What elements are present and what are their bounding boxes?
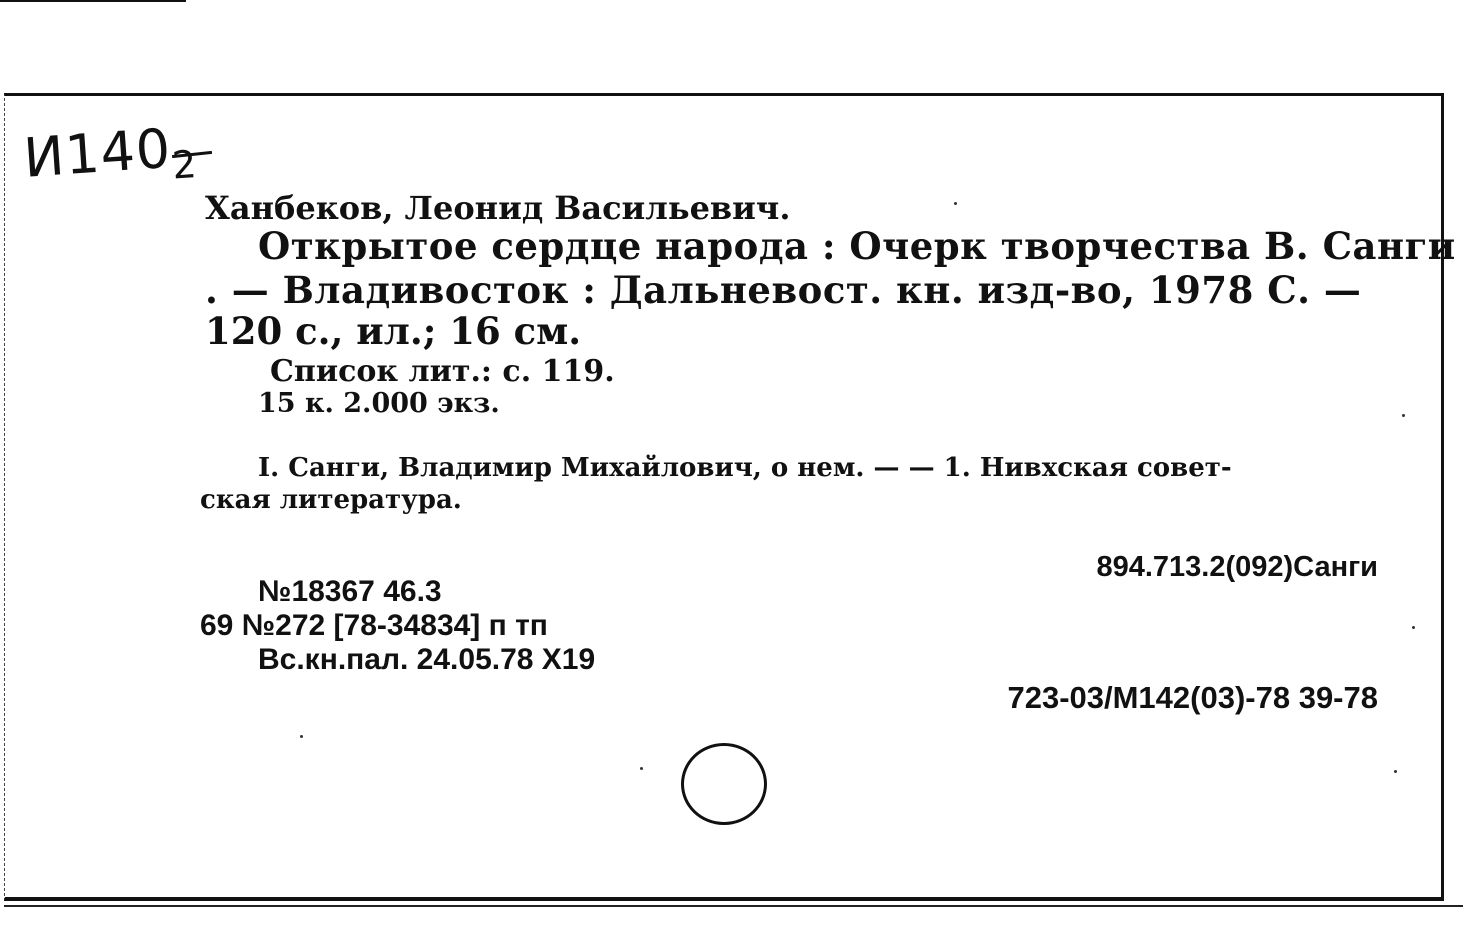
price-note: 15 к. 2.000 экз. — [258, 388, 500, 419]
scan-speck — [300, 735, 303, 738]
scan-speck — [1402, 414, 1405, 417]
classification-number: 894.713.2(092)Санги — [1096, 551, 1378, 583]
print-code: 723-03/М142(03)-78 39-78 — [1007, 680, 1378, 715]
scan-speck — [954, 202, 957, 205]
scan-speck — [1394, 770, 1397, 773]
shelf-mark — [21, 116, 199, 190]
scan-speck — [1412, 626, 1415, 629]
tracings-line-2: ская литература. — [200, 485, 462, 515]
accession-line-2: 69 №272 [78-34834] п тп — [200, 609, 548, 642]
card-punch-hole — [681, 743, 767, 825]
accession-line-3: Вс.кн.пал. 24.05.78 Х19 — [258, 643, 596, 676]
title-line-3: 120 с., ил.; 16 см. — [205, 309, 582, 353]
scan-speck — [640, 767, 643, 770]
tracings-line-1: I. Санги, Владимир Михайлович, о нем. — — 1. Нивхская совет- — [258, 453, 1232, 483]
shelf-mark-main: И140 — [21, 116, 174, 190]
scan-top-edge-line — [0, 0, 186, 2]
author-heading: Ханбеков, Леонид Васильевич. — [205, 189, 791, 227]
bibliography-note: Список лит.: с. 119. — [270, 354, 615, 389]
title-line-2: . — Владивосток : Дальневост. кн. изд-во, 1978 С. — — [205, 268, 1362, 312]
accession-line-1: №18367 46.3 — [258, 575, 442, 608]
card-bottom-shadow — [4, 905, 1463, 907]
title-line-1: Открытое сердце народа : Очерк творчества В. Санги — [258, 224, 1456, 268]
shelf-mark-sub: 2 — [170, 141, 199, 188]
